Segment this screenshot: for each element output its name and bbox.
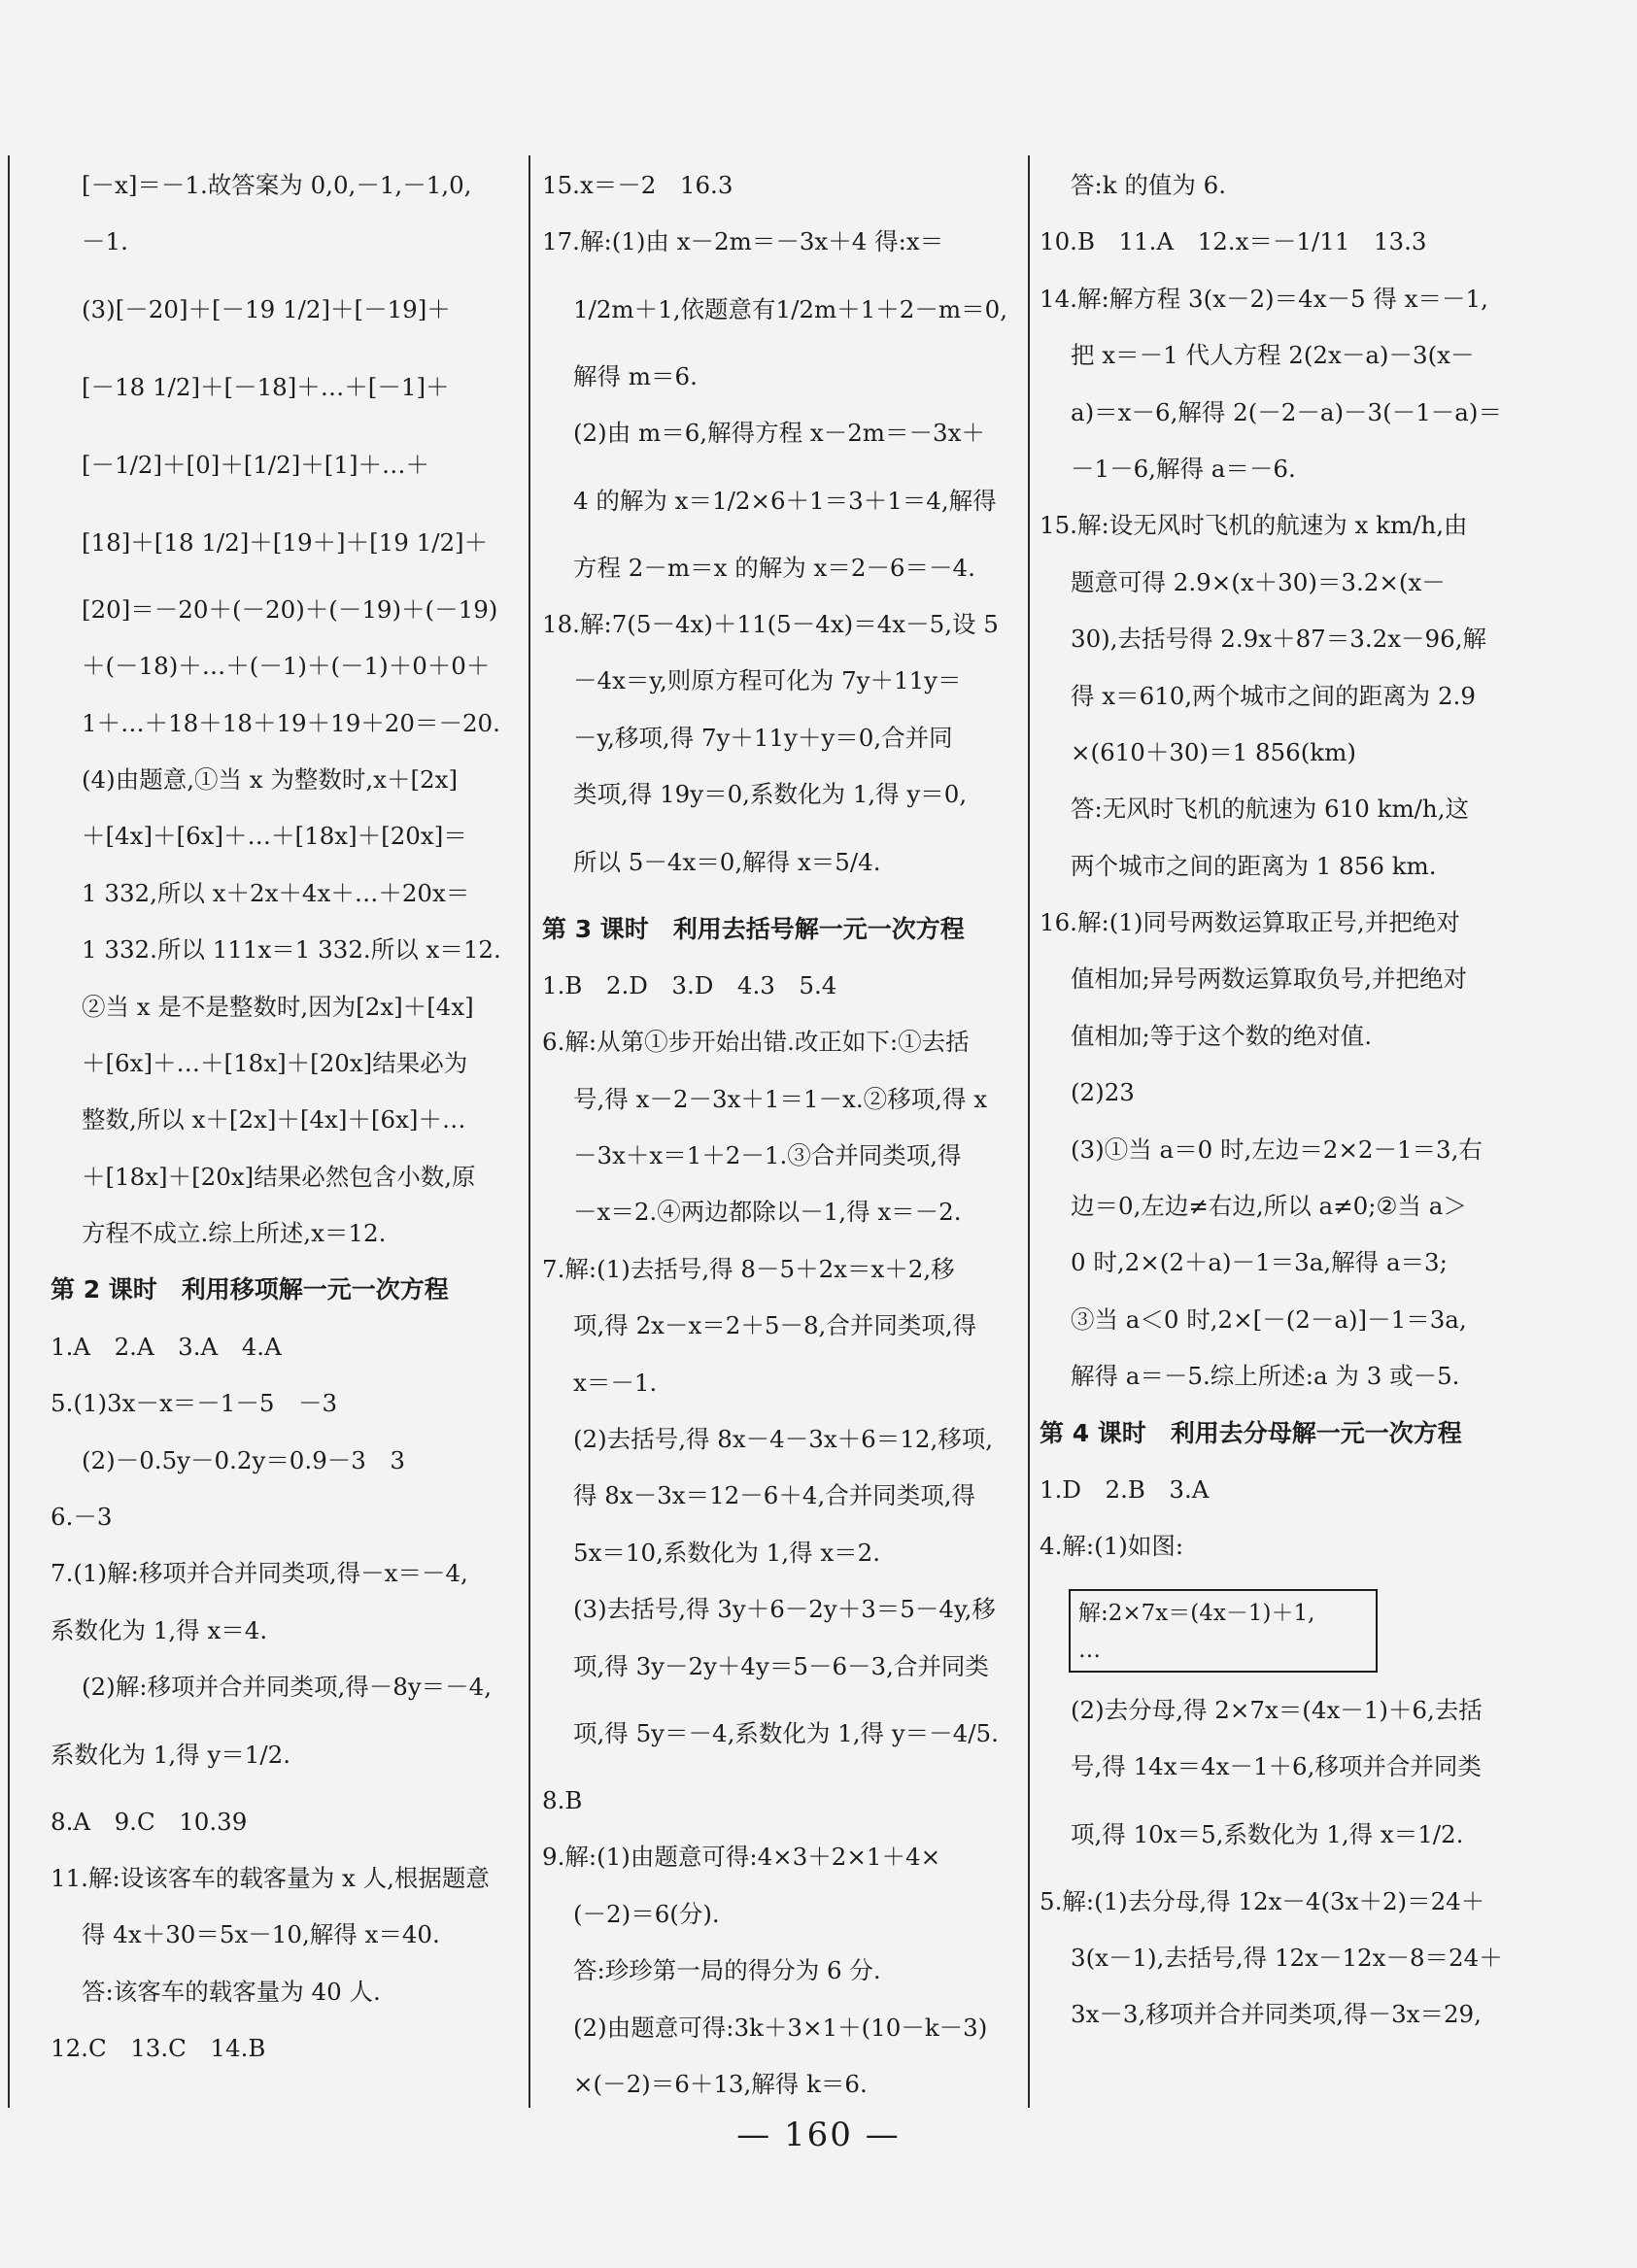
text-line: 15.解:设无风时飞机的航速为 x km/h,由 (1040, 511, 1468, 540)
text-line: 6.－3 (51, 1503, 113, 1532)
text-line: 8.A 9.C 10.39 (51, 1807, 248, 1836)
text-line: 边＝0,左边≠右边,所以 a≠0;②当 a＞ (1071, 1192, 1467, 1221)
text-line: 答:无风时飞机的航速为 610 km/h,这 (1071, 795, 1469, 824)
text-line: (4)由题意,①当 x 为整数时,x＋[2x] (82, 764, 459, 794)
column-divider-left (8, 155, 10, 2108)
text-line: 答:k 的值为 6. (1071, 171, 1227, 199)
text-line: 12.C 13.C 14.B (51, 2034, 266, 2063)
text-line: (2)23 (1071, 1078, 1135, 1107)
text-line: (2)解:移项并合并同类项,得－8y＝－4, (82, 1673, 493, 1702)
text-line: 项,得 3y－2y＋4y＝5－6－3,合并同类 (573, 1651, 989, 1680)
text-line: 18.解:7(5－4x)＋11(5－4x)＝4x－5,设 5 (542, 609, 999, 638)
text-line: 1＋…＋18＋18＋19＋19＋20＝－20. (82, 708, 500, 737)
text-line: 10.B 11.A 12.x＝－1/11 13.3 (1040, 227, 1427, 256)
text-line: a)＝x－6,解得 2(－2－a)－3(－1－a)＝ (1071, 397, 1502, 426)
text-line: (3)去括号,得 3y＋6－2y＋3＝5－4y,移 (573, 1595, 996, 1624)
text-line: 所以 5－4x＝0,解得 x＝5/4. (573, 847, 881, 876)
text-line: [18]＋[18 1/2]＋[19＋]＋[19 1/2]＋ (82, 527, 489, 557)
text-line: 1.D 2.B 3.A (1040, 1474, 1210, 1504)
text-line: ②当 x 是不是整数时,因为[2x]＋[4x] (82, 992, 474, 1021)
text-line: 7.(1)解:移项并合并同类项,得－x＝－4, (51, 1559, 468, 1588)
answer-box-text: 解:2×7x＝(4x－1)＋1, (1078, 1600, 1315, 1626)
text-line: 项,得 10x＝5,系数化为 1,得 x＝1/2. (1071, 1819, 1464, 1848)
text-line: [－18 1/2]＋[－18]＋…＋[－1]＋ (82, 372, 450, 401)
text-line: [－x]＝－1.故答案为 0,0,－1,－1,0, (82, 171, 472, 199)
text-line: －1－6,解得 a＝－6. (1071, 454, 1296, 483)
section-heading: 第 2 课时 利用移项解一元一次方程 (51, 1275, 449, 1304)
text-line: 6.解:从第①步开始出错.改正如下:①去括 (542, 1028, 970, 1057)
text-line: 5x＝10,系数化为 1,得 x＝2. (573, 1538, 881, 1567)
text-line: 得 x＝610,两个城市之间的距离为 2.9 (1071, 681, 1476, 710)
text-line: (2)由题意可得:3k＋3×1＋(10－k－3) (573, 2013, 988, 2042)
text-line: [－1/2]＋[0]＋[1/2]＋[1]＋…＋ (82, 450, 430, 479)
text-line: ×(－2)＝6＋13,解得 k＝6. (573, 2069, 868, 2098)
answer-box-text: … (1078, 1637, 1101, 1663)
text-line: 值相加;异号两数运算取负号,并把绝对 (1071, 965, 1468, 994)
text-line: 系数化为 1,得 x＝4. (51, 1615, 268, 1644)
text-line: 9.解:(1)由题意可得:4×3＋2×1＋4× (542, 1843, 941, 1872)
text-line: ＋[18x]＋[20x]结果必然包含小数,原 (82, 1162, 476, 1191)
text-line: 号,得 14x＝4x－1＋6,移项并合并同类 (1071, 1752, 1482, 1781)
text-line: ×(610＋30)＝1 856(km) (1071, 737, 1356, 766)
text-line: (3)[－20]＋[－19 1/2]＋[－19]＋ (82, 294, 451, 323)
text-line: 得 4x＋30＝5x－10,解得 x＝40. (82, 1920, 440, 1949)
text-line: (－2)＝6(分). (573, 1899, 720, 1928)
text-line: ＋[6x]＋…＋[18x]＋[20x]结果必为 (82, 1048, 468, 1077)
text-line: －1. (82, 227, 128, 256)
text-line: (2)由 m＝6,解得方程 x－2m＝－3x＋ (573, 419, 985, 448)
text-line: 值相加;等于这个数的绝对值. (1071, 1021, 1373, 1050)
text-line: ③当 a＜0 时,2×[－(2－a)]－1＝3a, (1071, 1304, 1467, 1334)
text-line: 得 8x－3x＝12－6＋4,合并同类项,得 (573, 1481, 976, 1510)
text-line: 11.解:设该客车的载客量为 x 人,根据题意 (51, 1863, 490, 1892)
text-line: 4 的解为 x＝1/2×6＋1＝3＋1＝4,解得 (573, 486, 997, 515)
text-line: 项,得 2x－x＝2＋5－8,合并同类项,得 (573, 1311, 977, 1340)
text-line: 两个城市之间的距离为 1 856 km. (1071, 851, 1437, 880)
text-line: 0 时,2×(2＋a)－1＝3a,解得 a＝3; (1071, 1248, 1448, 1277)
text-line: 项,得 5y＝－4,系数化为 1,得 y＝－4/5. (573, 1718, 999, 1747)
text-line: 把 x＝－1 代人方程 2(2x－a)－3(x－ (1071, 341, 1475, 370)
text-line: [20]＝－20＋(－20)＋(－19)＋(－19) (82, 594, 498, 624)
text-line: x＝－1. (573, 1368, 658, 1397)
text-line: －y,移项,得 7y＋11y＋y＝0,合并同 (573, 723, 953, 752)
text-line: 5.(1)3x－x＝－1－5 －3 (51, 1389, 338, 1418)
text-line: (2)－0.5y－0.2y＝0.9－3 3 (82, 1445, 405, 1474)
text-line: 号,得 x－2－3x＋1＝1－x.②移项,得 x (573, 1084, 988, 1113)
text-line: 3x－3,移项并合并同类项,得－3x＝29, (1071, 2000, 1482, 2029)
text-line: 4.解:(1)如图: (1040, 1532, 1184, 1561)
text-line: (3)①当 a＝0 时,左边＝2×2－1＝3,右 (1071, 1134, 1483, 1164)
text-line: 1.A 2.A 3.A 4.A (51, 1332, 282, 1361)
text-line: 5.解:(1)去分母,得 12x－4(3x＋2)＝24＋ (1040, 1886, 1485, 1915)
text-line: 14.解:解方程 3(x－2)＝4x－5 得 x＝－1, (1040, 284, 1488, 313)
text-line: (2)去分母,得 2×7x＝(4x－1)＋6,去括 (1071, 1695, 1483, 1724)
text-line: 系数化为 1,得 y＝1/2. (51, 1740, 291, 1769)
answer-box (1069, 1589, 1378, 1673)
column-divider-2 (1028, 155, 1030, 2108)
text-line: 7.解:(1)去括号,得 8－5＋2x＝x＋2,移 (542, 1254, 955, 1283)
text-line: 8.B (542, 1785, 583, 1814)
right-column (1040, 157, 1525, 2044)
text-line: 1.B 2.D 3.D 4.3 5.4 (542, 970, 837, 999)
text-line: 3(x－1),去括号,得 12x－12x－8＝24＋ (1071, 1943, 1503, 1972)
text-line: 解得 m＝6. (573, 361, 698, 390)
text-line: ＋(－18)＋…＋(－1)＋(－1)＋0＋0＋ (82, 652, 491, 681)
text-line: ＋[4x]＋[6x]＋…＋[18x]＋[20x]＝ (82, 822, 467, 851)
text-line: 1 332,所以 x＋2x＋4x＋…＋20x＝ (82, 878, 470, 907)
middle-column (542, 157, 1008, 2113)
text-line: 30),去括号得 2.9x＋87＝3.2x－96,解 (1071, 625, 1487, 654)
left-column (51, 157, 517, 2078)
section-heading: 第 4 课时 利用去分母解一元一次方程 (1040, 1418, 1462, 1447)
text-line: (2)去括号,得 8x－4－3x＋6＝12,移项, (573, 1425, 994, 1454)
section-heading: 第 3 课时 利用去括号解一元一次方程 (542, 914, 965, 943)
text-line: 题意可得 2.9×(x＋30)＝3.2×(x－ (1071, 567, 1446, 596)
text-line: 解得 a＝－5.综上所述:a 为 3 或－5. (1071, 1362, 1460, 1391)
text-line: 答:该客车的载客量为 40 人. (82, 1977, 381, 2006)
text-line: 答:珍珍第一局的得分为 6 分. (573, 1956, 881, 1985)
text-line: －x＝2.④两边都除以－1,得 x＝－2. (573, 1198, 962, 1227)
text-line: 方程不成立.综上所述,x＝12. (82, 1219, 387, 1248)
column-divider-1 (529, 155, 530, 2108)
text-line: 1/2m＋1,依题意有1/2m＋1＋2－m＝0, (573, 294, 1007, 323)
text-line: 整数,所以 x＋[2x]＋[4x]＋[6x]＋… (82, 1105, 466, 1134)
answer-box-line (1040, 1575, 1525, 1682)
text-line: 类项,得 19y＝0,系数化为 1,得 y＝0, (573, 780, 968, 809)
page-number: — 160 — (736, 2116, 901, 2154)
text-line: 方程 2－m＝x 的解为 x＝2－6＝－4. (573, 553, 975, 582)
text-line: 16.解:(1)同号两数运算取正号,并把绝对 (1040, 908, 1460, 937)
text-line: －4x＝y,则原方程可化为 7y＋11y＝ (573, 666, 962, 695)
text-line: 1 332.所以 111x＝1 332.所以 x＝12. (82, 935, 501, 965)
text-line: 17.解:(1)由 x－2m＝－3x＋4 得:x＝ (542, 227, 944, 256)
text-line: －3x＋x＝1＋2－1.③合并同类项,得 (573, 1141, 962, 1170)
text-line: 15.x＝－2 16.3 (542, 171, 733, 199)
